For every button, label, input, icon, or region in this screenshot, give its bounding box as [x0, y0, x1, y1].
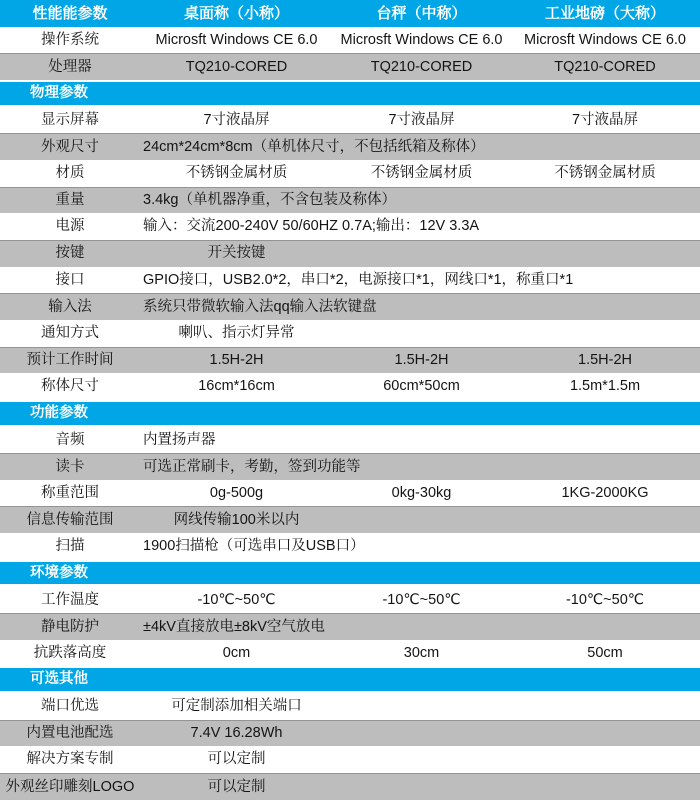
table-row [0, 27, 700, 54]
table-row [0, 613, 700, 640]
row-label: 预计工作时间 [26, 352, 114, 369]
column-header-desktop-scale: 桌面称（小称） [183, 4, 289, 22]
row-label: 称重范围 [41, 484, 99, 501]
table-row [0, 240, 700, 267]
table-row [0, 160, 700, 187]
row-label: 音频 [55, 431, 85, 448]
row-value: 1.5H-2H [209, 352, 264, 369]
table-row [0, 720, 700, 747]
row-value: 30cm [403, 644, 440, 661]
row-value-span: 可选正常刷卡，考勤，签到功能等 [143, 458, 361, 475]
row-value-span: 可以定制 [207, 778, 266, 795]
section-title: 可选其他 [30, 671, 88, 688]
row-label: 材质 [55, 165, 85, 182]
row-label: 称体尺寸 [41, 378, 99, 395]
table-row [0, 453, 700, 480]
row-value-span: 系统只带微软输入法qq输入法软键盘 [143, 298, 377, 315]
row-value: 1.5H-2H [394, 352, 449, 369]
row-value-span: 开关按键 [207, 245, 266, 262]
row-label: 处理器 [48, 58, 92, 75]
row-value-span: 输入：交流200-240V 50/60HZ 0.7A;输出：12V 3.3A [143, 218, 480, 235]
row-label: 工作温度 [41, 591, 99, 608]
row-value-span: 内置扬声器 [143, 431, 216, 448]
table-row [0, 773, 700, 800]
table-row [0, 640, 700, 667]
row-value: 1KG-2000KG [561, 484, 649, 501]
row-value: 7寸液晶屏 [571, 111, 639, 128]
section-header-row [0, 400, 700, 427]
table-row [0, 693, 700, 720]
section-header-row [0, 666, 700, 693]
row-label: 端口优选 [41, 698, 99, 715]
row-label: 内置电池配选 [26, 725, 114, 742]
row-value-span: ±4kV直接放电±8kV空气放电 [143, 618, 325, 635]
row-value: 不锈钢金属材质 [370, 165, 473, 182]
row-value: 不锈钢金属材质 [554, 165, 656, 182]
row-label: 静电防护 [41, 618, 99, 635]
table-row [0, 506, 700, 533]
row-value: -10℃~50℃ [197, 591, 276, 608]
section-title: 环境参数 [30, 564, 88, 581]
section-header-row [0, 560, 700, 587]
row-value: Microsft Windows CE 6.0 [155, 31, 318, 48]
table-row [0, 480, 700, 507]
row-value-span: 可定制添加相关端口 [171, 698, 302, 715]
row-label: 外观丝印雕刻LOGO [5, 778, 135, 795]
table-row [0, 746, 700, 773]
row-label: 按键 [55, 245, 85, 262]
column-header-parameter: 性能能参数 [32, 4, 108, 22]
row-label: 通知方式 [41, 324, 99, 341]
table-row [0, 293, 700, 320]
row-value: 16cm*16cm [198, 378, 275, 395]
row-value: 0kg-30kg [391, 484, 452, 501]
row-value: TQ210-CORED [554, 58, 656, 75]
row-value: 60cm*50cm [383, 378, 460, 395]
row-label: 读卡 [55, 458, 85, 475]
row-value: 7寸液晶屏 [388, 111, 455, 128]
table-row [0, 320, 700, 347]
column-header-industrial-scale: 工业地磅（大称） [544, 4, 665, 22]
row-value: 0cm [222, 644, 251, 661]
table-row [0, 133, 700, 160]
row-value: 1.5m*1.5m [569, 378, 641, 395]
section-title: 物理参数 [30, 85, 88, 102]
row-value-span: GPIO接口，USB2.0*2，串口*2，电源接口*1，网线口*1，称重口*1 [143, 271, 574, 288]
row-value: 不锈钢金属材质 [185, 165, 288, 182]
row-value-span: 24cm*24cm*8cm（单机体尺寸，不包括纸箱及称体） [143, 138, 485, 155]
table-row [0, 373, 700, 400]
row-value: -10℃~50℃ [565, 591, 645, 608]
row-value: Microsft Windows CE 6.0 [524, 31, 686, 48]
row-label: 解决方案专制 [26, 751, 114, 768]
table-row [0, 347, 700, 374]
row-label: 外观尺寸 [41, 138, 99, 155]
row-label: 抗跌落高度 [33, 644, 107, 661]
row-value: 50cm [587, 644, 623, 661]
row-value-span: 3.4kg（单机器净重，不含包装及称体） [143, 192, 396, 209]
table-row [0, 427, 700, 454]
row-value: 0g-500g [209, 484, 264, 501]
row-label: 显示屏幕 [41, 111, 99, 128]
row-value: 7寸液晶屏 [203, 111, 270, 128]
row-value: Microsft Windows CE 6.0 [340, 31, 503, 48]
table-row [0, 267, 700, 294]
section-header-row [0, 80, 700, 107]
table-row [0, 586, 700, 613]
row-value-span: 网线传输100米以内 [173, 512, 300, 529]
row-label: 电源 [55, 218, 85, 235]
row-label: 信息传输范围 [26, 512, 114, 529]
row-label: 接口 [55, 271, 85, 288]
row-value-span: 7.4V 16.28Wh [190, 725, 283, 742]
row-label: 扫描 [55, 538, 85, 555]
row-label: 操作系统 [41, 31, 99, 48]
row-value: -10℃~50℃ [382, 591, 461, 608]
table-header-row [0, 0, 700, 27]
column-header-platform-scale: 台秤（中称） [376, 4, 467, 22]
row-value: TQ210-CORED [185, 58, 288, 75]
row-value-span: 可以定制 [207, 751, 266, 768]
table-row [0, 53, 700, 80]
section-title: 功能参数 [30, 404, 88, 421]
row-label: 输入法 [48, 298, 92, 315]
table-row [0, 107, 700, 134]
row-value: 1.5H-2H [578, 352, 632, 369]
row-value-span: 喇叭、指示灯异常 [178, 324, 295, 341]
row-label: 重量 [55, 192, 85, 209]
row-value-span: 1900扫描枪（可选串口及USB口） [143, 538, 365, 555]
table-row [0, 533, 700, 560]
table-row [0, 213, 700, 240]
row-value: TQ210-CORED [370, 58, 473, 75]
table-row [0, 187, 700, 214]
